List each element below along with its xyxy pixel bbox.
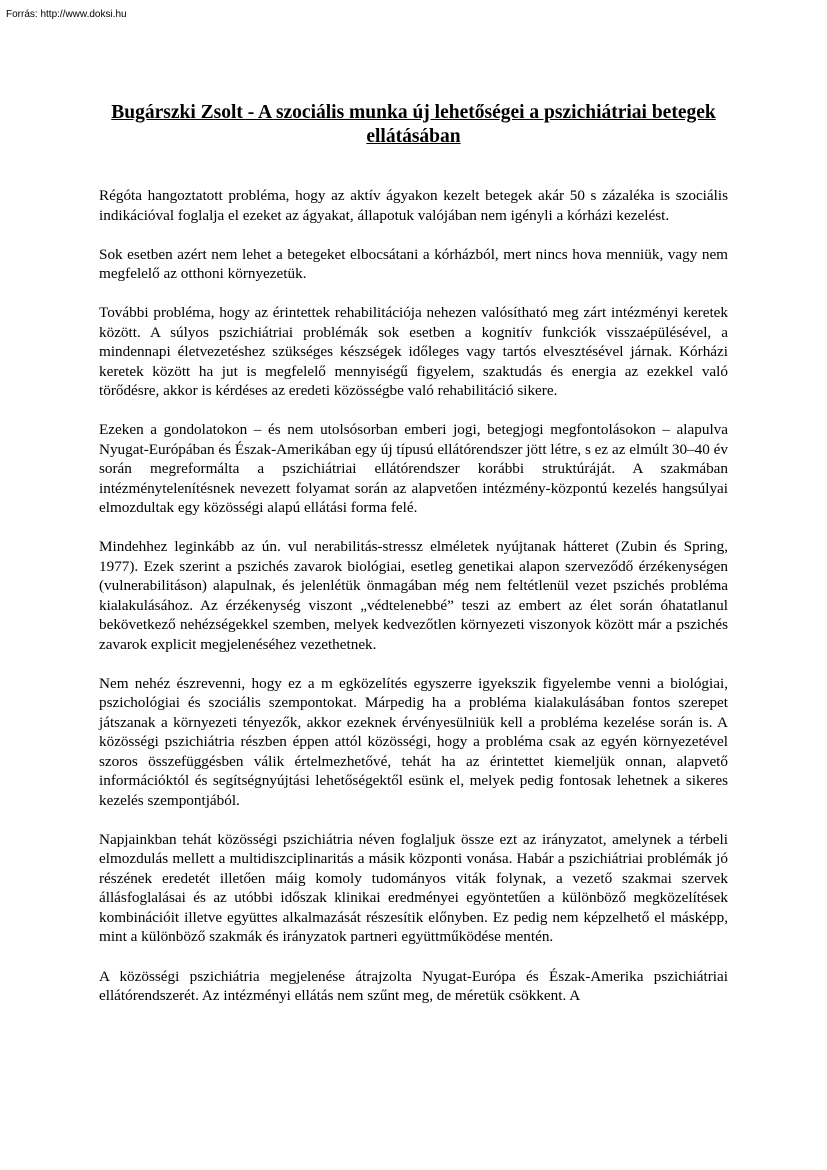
paragraph-8: A közösségi pszichiátria megjelenése átrajzolta Nyugat-Európa és Észak-Amerika pszichiátriai ellátórendszerét. Az intézményi ellátás nem szűnt meg, de méretük csökkent. A [99, 967, 728, 1004]
document-title: Bugárszki Zsolt - A szociális munka új lehetőségei a pszichiátriai betegek ellátásában [111, 102, 716, 147]
paragraph-6: Nem nehéz észrevenni, hogy ez a m egközelítés egyszerre igyekszik figyelembe venni a biológiai, pszichológiai és szociális szempontokat. Márpedig ha a probléma kialakulásában fontos szerepet játszanak a környezeti tényezők, akkor ezeknek érvényesülniük kell a probléma kezelése során is. A közösségi pszichiátria részben éppen attól közösségi, hogy a probléma csak az egyén környezetével szoros összefüggésben válik értelmezhetővé, tehát ha az érintettet kiemeljük onnan, alapvető információktól és segítségnyújtási lehetőségektől esünk el, melyek pedig fontosak lehetnek a sikeres kezelés szempontjából. [99, 674, 728, 809]
document-body [99, 186, 728, 1025]
paragraph-3: További probléma, hogy az érintettek rehabilitációja nehezen valósítható meg zárt intézményi keretek között. A súlyos pszichiátriai problémák sok esetben a kognitív funkciók visszaépülésével, a mindennapi életvezetéshez szükséges készségek időleges vagy tartós elvesztésével járnak. Kórházi keretek között ha jut is megfelelő mennyiségű figyelem, szaktudás és energia az ezekkel való törődésre, akkor is kérdéses az eredeti közösségbe való rehabilitáció sikere. [99, 304, 728, 399]
source-label: Forrás: http://www.doksi.hu [6, 9, 127, 20]
paragraph-1: Régóta hangoztatott probléma, hogy az aktív ágyakon kezelt betegek akár 50 s zázaléka is szociális indikációval foglalja el ezeket az ágyakat, állapotuk valójában nem igényli a kórházi kezelést. [99, 187, 728, 224]
paragraph-7: Napjainkban tehát közösségi pszichiátria néven foglaljuk össze ezt az irányzatot, amelynek a térbeli elmozdulás mellett a multidiszciplinaritás a másik központi vonása. Habár a pszichiátriai problémák jó részének eredetét illetően máig komoly tudományos viták folynak, a vezető szakmai szervek állásfoglalásai és az utóbbi időszak klinikai eredményei egyöntetűen a különböző megközelítések kombinációit illetve együttes alkalmazását részesítik előnyben. Ez pedig nem képzelhető el másképp, mint a különböző szakmák és irányzatok partneri együttműködése mentén. [99, 830, 728, 945]
paragraph-5: Mindehhez leginkább az ún. vul nerabilitás-stressz elméletek nyújtanak hátteret (Zubin és Spring, 1977). Ezek szerint a pszichés zavarok biológiai, esetleg genetikai alapon szerveződő érzékenységen (vulnerabilitáson) alapulnak, és jelenlétük önmagában még nem feltétlenül vezet pszichés probléma kialakulásához. Az érzékenység viszont „védtelenebbé” teszi az embert az élet során óhatatlanul bekövetkező nehézségekkel szemben, melyek kedvezőtlen környezeti viszonyok között már a pszichés zavarok explicit megjelenéséhez vezethetnek. [99, 538, 728, 653]
paragraph-4: Ezeken a gondolatokon – és nem utolsósorban emberi jogi, betegjogi megfontolásokon – alapulva Nyugat-Európában és Észak-Amerikában egy új típusú ellátórendszer jött létre, s ez az elmúlt 30–40 év során megreformálta a pszichiátriai ellátórendszer korábbi struktúráját. A szakmában intézménytelenítésnek nevezett folyamat során az alapvetően intézmény-központú kezelés hangsúlyai elmozdultak egy közösségi alapú ellátási forma felé. [99, 421, 728, 516]
paragraph-2: Sok esetben azért nem lehet a betegeket elbocsátani a kórházból, mert nincs hova menniük, vagy nem megfelelő az otthoni környezetük. [99, 245, 728, 282]
